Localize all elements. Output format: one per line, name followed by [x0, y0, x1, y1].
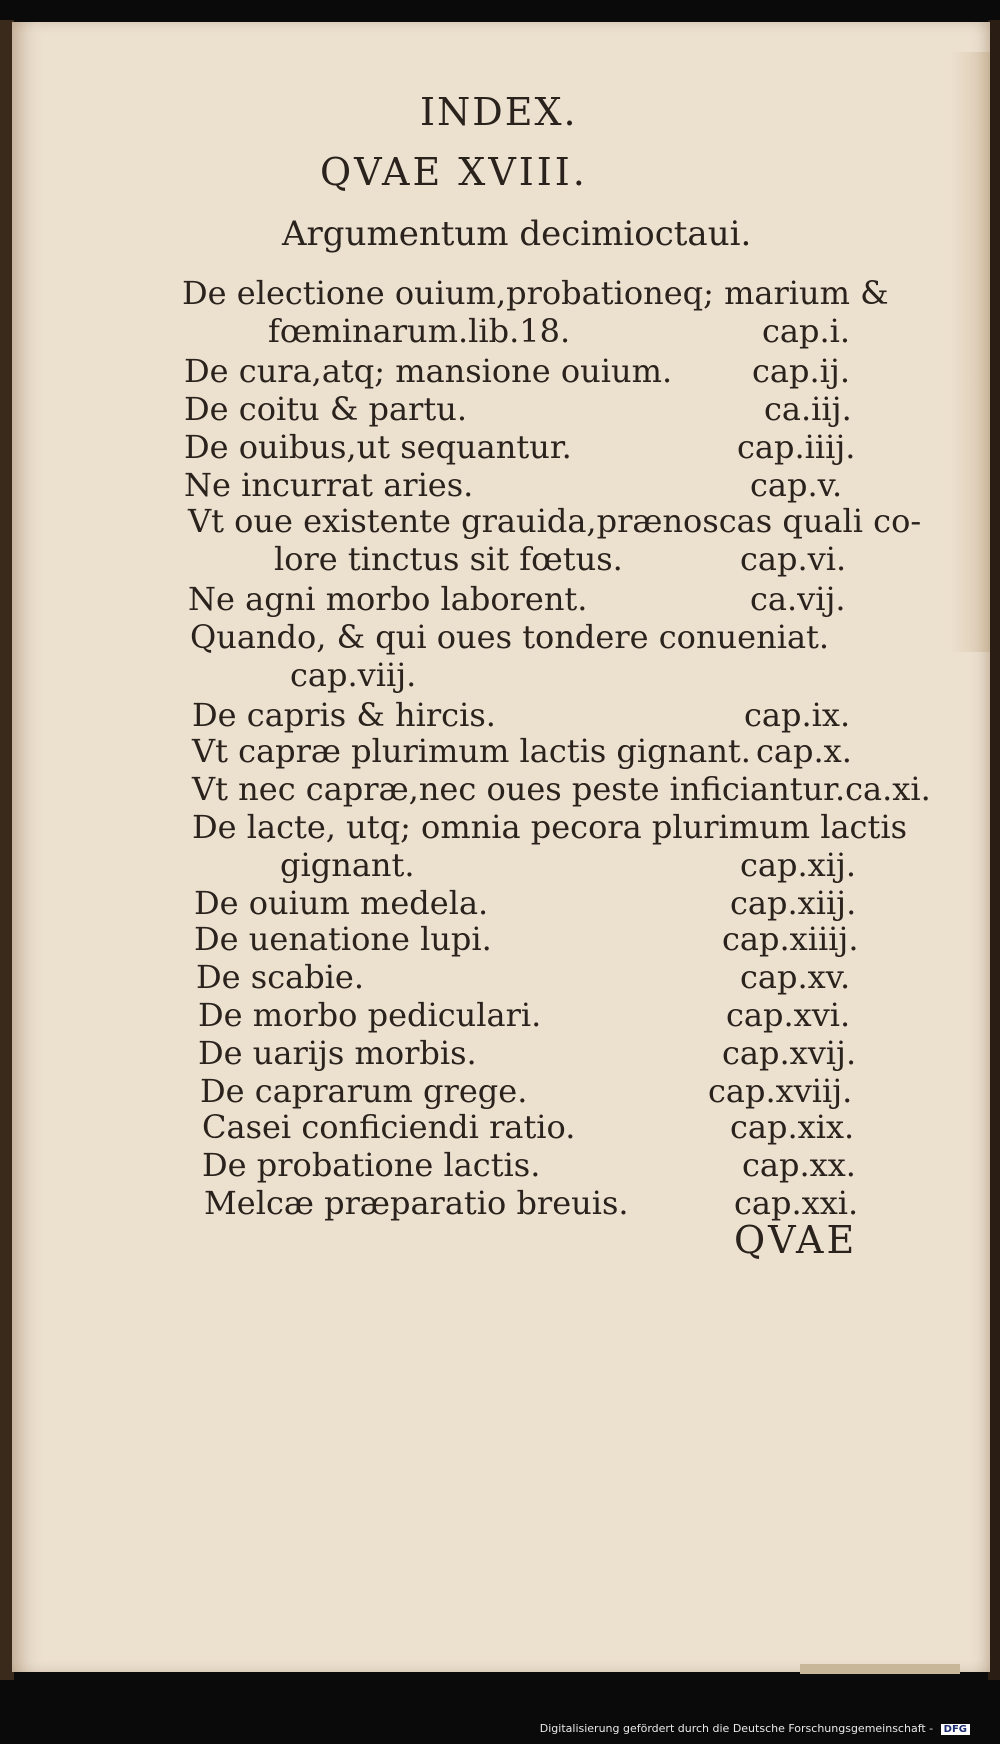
- chapter-ref: cap.v.: [750, 466, 843, 504]
- chapter-ref: cap.xv.: [740, 958, 851, 996]
- index-entry-text: De probatione lactis.: [202, 1146, 541, 1184]
- chapter-ref: cap.xix.: [730, 1108, 855, 1146]
- digitization-credit: [540, 1722, 970, 1735]
- page-title: INDEX.: [420, 90, 578, 134]
- credit-text: Digitalisierung gefördert durch die Deutsche Forschungsgemeinschaft -: [539, 1722, 934, 1735]
- chapter-ref: cap.vi.: [740, 540, 847, 578]
- chapter-ref: ca.iij.: [764, 390, 852, 428]
- scan-top-border: [0, 0, 1000, 24]
- index-entry-text: Ne incurrat aries.: [184, 466, 474, 504]
- catchword: QVAE: [734, 1218, 858, 1262]
- index-entry-text: De ouibus,ut sequantur.: [184, 428, 572, 466]
- chapter-ref: cap.xviij.: [708, 1072, 853, 1110]
- page-bottom-edge: [800, 1664, 960, 1674]
- index-entry-text: De coitu & partu.: [184, 390, 467, 428]
- chapter-ref: cap.viij.: [290, 656, 417, 694]
- index-entry-text: Ne agni morbo laborent.: [188, 580, 588, 618]
- chapter-ref: cap.iiij.: [737, 428, 856, 466]
- index-entry-text-cont: gignant.: [280, 846, 415, 884]
- index-entry-text: De lacte, utq; omnia pecora plurimum lactis: [192, 808, 907, 846]
- chapter-ref: cap.xiiij.: [722, 920, 859, 958]
- chapter-ref: cap.xx.: [742, 1146, 856, 1184]
- page-stain: [950, 52, 990, 652]
- index-entry-text: De morbo pediculari.: [198, 996, 542, 1034]
- chapter-ref: cap.i.: [762, 312, 851, 350]
- index-entry-text: Quando, & qui oues tondere conueniat.: [190, 618, 830, 656]
- index-entry-text: Melcæ præparatio breuis.: [204, 1184, 629, 1222]
- chapter-ref: cap.xvij.: [722, 1034, 857, 1072]
- index-entry-text: De ouium medela.: [194, 884, 489, 922]
- chapter-ref: cap.ix.: [744, 696, 851, 734]
- chapter-ref: cap.x.: [756, 732, 852, 770]
- chapter-ref: ca.vij.: [750, 580, 846, 618]
- index-entry-text: De cura,atq; mansione ouium.: [184, 352, 673, 390]
- chapter-ref: cap.xij.: [740, 846, 857, 884]
- dfg-logo: DFG: [941, 1724, 970, 1735]
- index-entry-text: De uenatione lupi.: [194, 920, 492, 958]
- page-subtitle: QVAE XVIII.: [320, 150, 588, 194]
- chapter-ref: cap.xvi.: [726, 996, 851, 1034]
- index-entry-text: De caprarum grege.: [200, 1072, 528, 1110]
- chapter-ref: cap.xiij.: [730, 884, 857, 922]
- chapter-ref: cap.ij.: [752, 352, 850, 390]
- index-entry-text: De electione ouium,probationeq; marium &: [182, 274, 889, 312]
- index-entry-text-cont: fœminarum.lib.18.: [268, 312, 571, 350]
- index-entry-text-cont: lore tinctus sit fœtus.: [274, 540, 623, 578]
- index-entry-text: Casei conficiendi ratio.: [202, 1108, 576, 1146]
- index-entry-text: De uarijs morbis.: [198, 1034, 477, 1072]
- index-entry-text: Vt oue existente grauida,prænoscas quali co-: [188, 502, 922, 540]
- book-page: [12, 22, 990, 1672]
- index-entry-text: Vt capræ plurimum lactis gignant.: [192, 732, 751, 770]
- index-entry-text: Vt nec capræ,nec oues peste inficiantur.ca.xi.: [192, 770, 931, 808]
- index-entry-text: De capris & hircis.: [192, 696, 496, 734]
- index-entry-text: De scabie.: [196, 958, 365, 996]
- chapter-ref: cap.xxi.: [734, 1184, 859, 1222]
- argument-heading: Argumentum decimioctaui.: [282, 214, 752, 254]
